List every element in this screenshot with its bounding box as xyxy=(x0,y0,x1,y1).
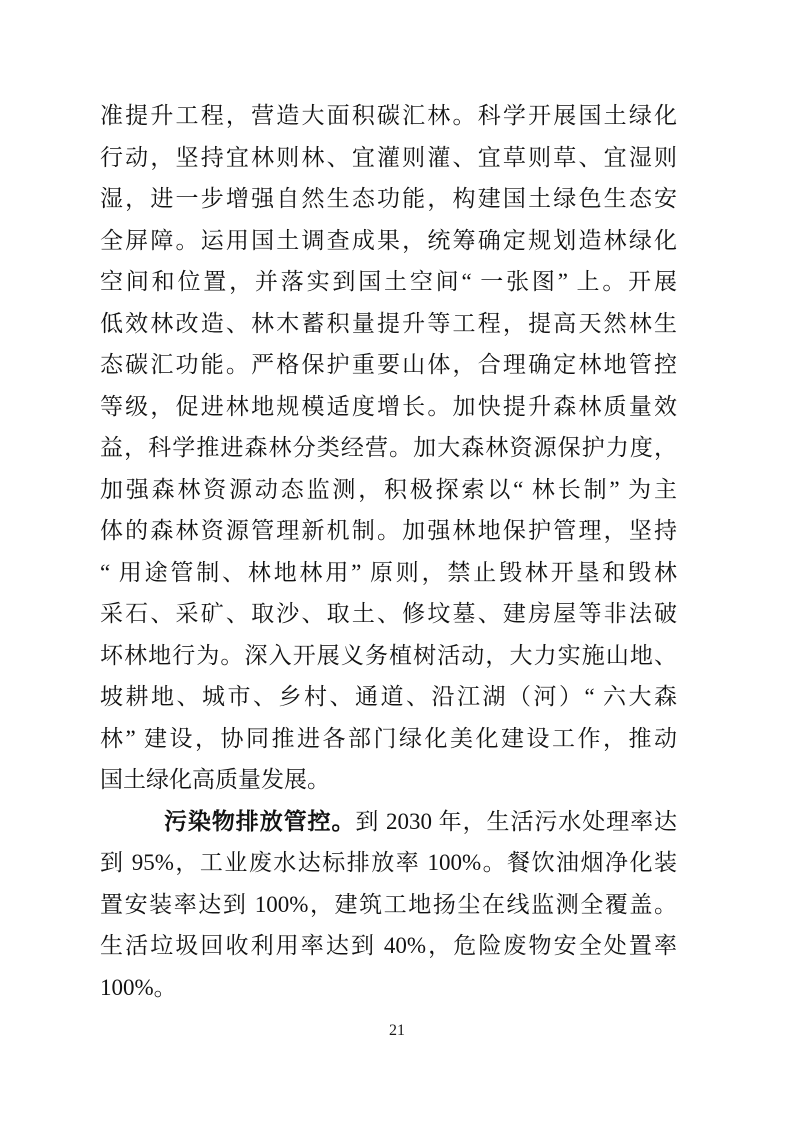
body-text xyxy=(100,95,677,1008)
text-line: 全屏障。运用国土调查成果，统筹确定规划造林绿化 xyxy=(100,227,677,253)
text-line: 益，科学推进森林分类经营。加大森林资源保护力度， xyxy=(100,435,677,460)
text-line: 行动，坚持宜林则林、宜灌则灌、宜草则草、宜湿则 xyxy=(100,144,677,170)
paragraph-heading: 污染物排放管控。 xyxy=(164,808,356,834)
page-number: 21 xyxy=(389,1022,405,1039)
text-line: 坏林地行为。深入开展义务植树活动，大力实施山地、 xyxy=(100,642,677,668)
text-line: 低效林改造、林木蓄积量提升等工程，提高天然林生 xyxy=(100,310,677,336)
text-line: 置安装率达到 100%，建筑工地扬尘在线监测全覆盖。 xyxy=(100,891,677,917)
text-line: 加强森林资源动态监测，积极探索以“ 林长制” 为主 xyxy=(100,476,677,502)
text-line: 等级，促进林地规模适度增长。加快提升森林质量效 xyxy=(100,393,677,419)
text-line: 污染物排放管控。到 2030 年，生活污水处理率达 xyxy=(164,808,677,834)
text-line: 林” 建设，协同推进各部门绿化美化建设工作，推动 xyxy=(100,725,677,751)
text-line: “ 用途管制、林地林用” 原则，禁止毁林开垦和毁林 xyxy=(100,559,677,585)
text-line: 生活垃圾回收利用率达到 40%，危险废物安全处置率 xyxy=(100,933,677,958)
text-line: 空间和位置，并落实到国土空间“ 一张图” 上。开展 xyxy=(100,269,677,294)
text-line: 国土绿化高质量发展。 xyxy=(100,767,330,792)
text-line: 体的森林资源管理新机制。加强林地保护管理，坚持 xyxy=(100,518,677,543)
text-line: 采石、采矿、取沙、取土、修坟墓、建房屋等非法破 xyxy=(100,601,677,626)
text-line: 到 95%，工业废水达标排放率 100%。餐饮油烟净化装 xyxy=(100,850,677,875)
text-line: 态碳汇功能。严格保护重要山体，合理确定林地管控 xyxy=(100,352,677,377)
text-line: 湿，进一步增强自然生态功能，构建国土绿色生态安 xyxy=(100,186,677,211)
text-line: 100%。 xyxy=(100,974,177,1000)
text-line: 准提升工程，营造大面积碳汇林。科学开展国土绿化 xyxy=(100,103,677,128)
text-line: 坡耕地、城市、乡村、通道、沿江湖（河）“ 六大森 xyxy=(100,684,677,709)
